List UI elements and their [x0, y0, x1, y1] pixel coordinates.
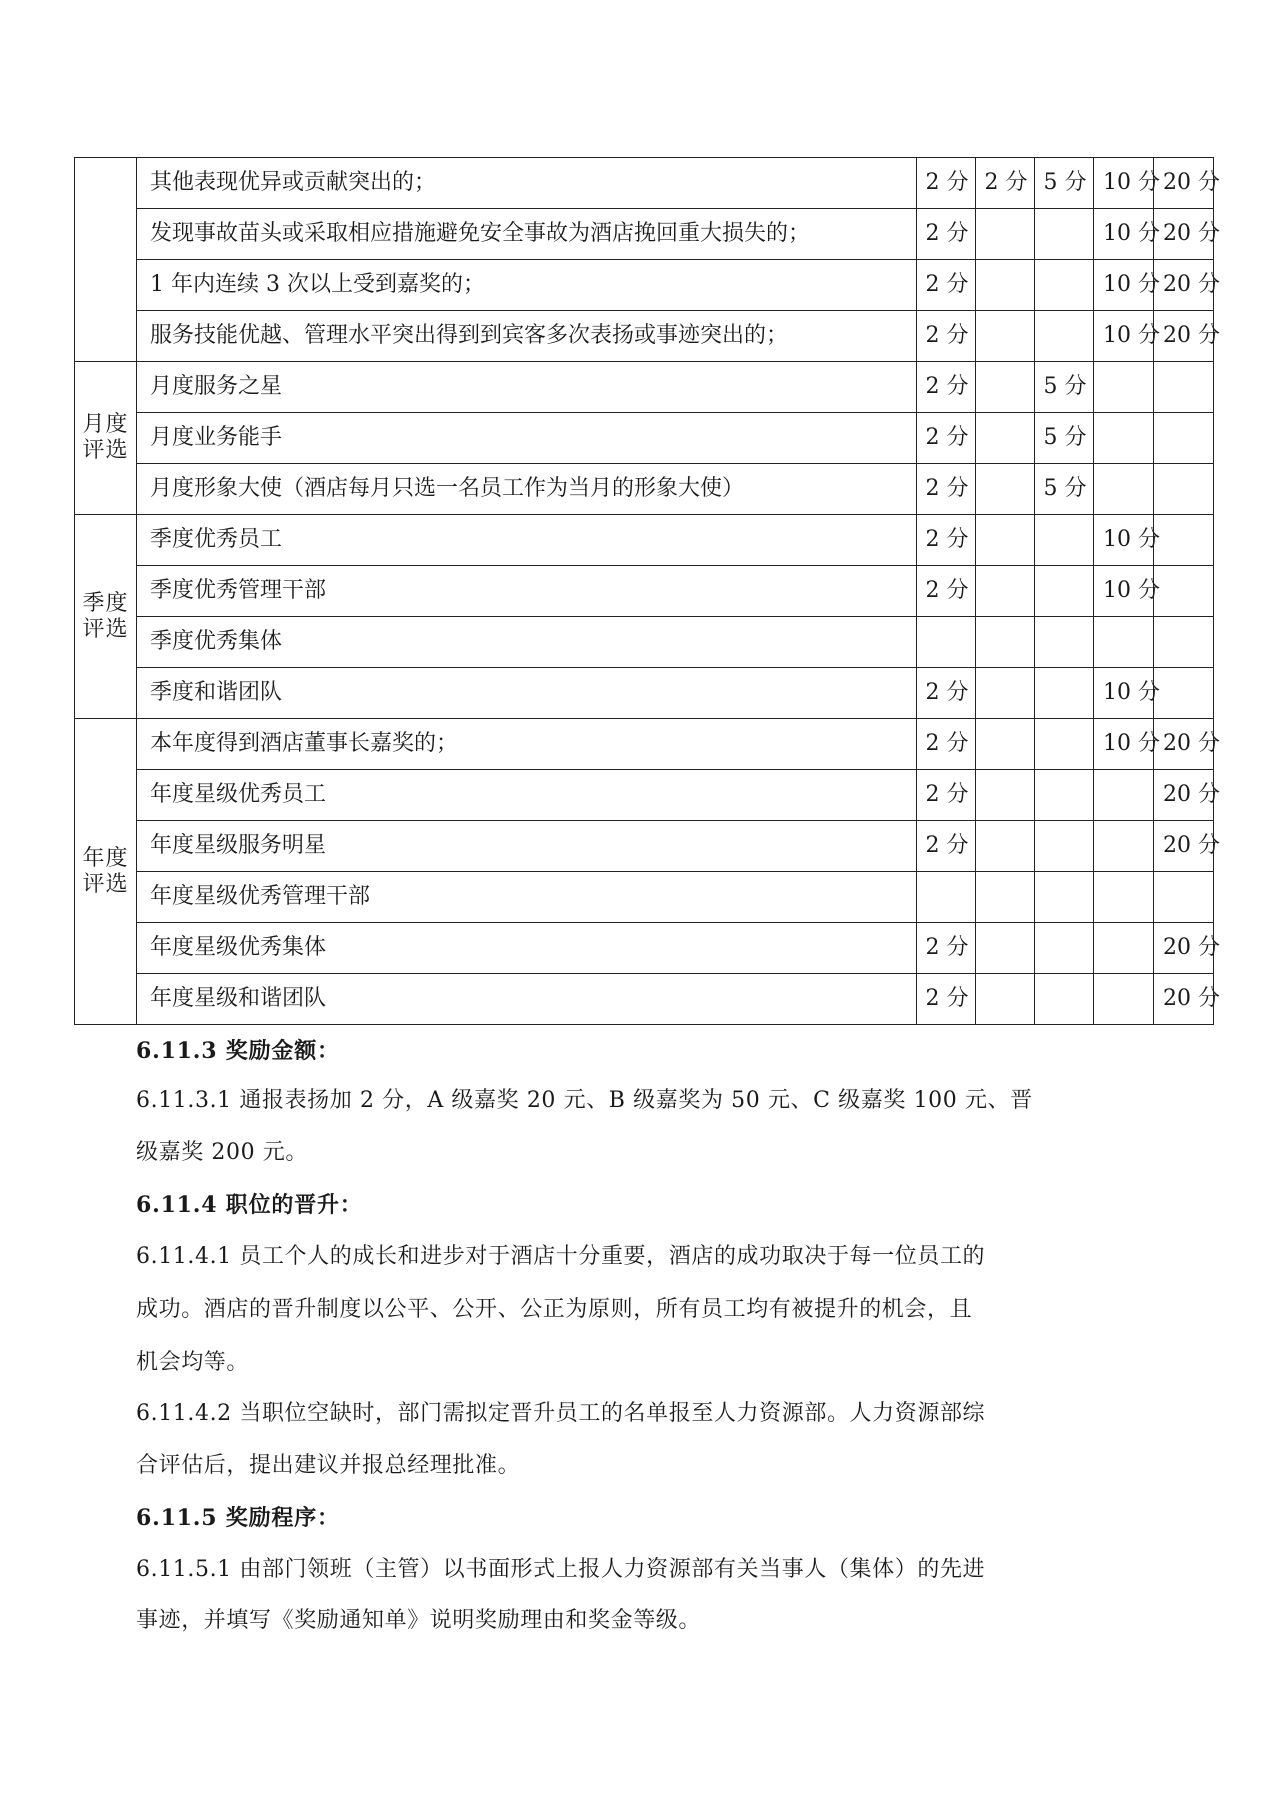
section-heading: 6.11.5 奖励程序： [136, 1505, 340, 1531]
score-cell-2 [976, 566, 1035, 617]
category-cell [75, 719, 137, 1025]
score-cell-5 [1154, 464, 1214, 515]
score-cell-2 [976, 260, 1035, 311]
score-cell-2 [976, 464, 1035, 515]
score-cell-4: 10 分 [1094, 566, 1154, 617]
score-cell-2 [976, 311, 1035, 362]
table-row [75, 413, 1214, 464]
paragraph-line: 6.11.4.2 当职位空缺时，部门需拟定晋升员工的名单报至人力资源部。人力资源部综 [136, 1401, 986, 1426]
item-cell: 其他表现优异或贡献突出的； [137, 158, 917, 209]
paragraph-line: 合评估后，提出建议并报总经理批准。 [136, 1453, 521, 1478]
score-cell-1: 2 分 [917, 464, 976, 515]
award-points-table [74, 157, 1220, 1025]
score-cell-1: 2 分 [917, 668, 976, 719]
item-cell: 季度和谐团队 [137, 668, 917, 719]
score-cell-3 [1035, 719, 1094, 770]
paragraph-line: 成功。酒店的晋升制度以公平、公开、公正为原则，所有员工均有被提升的机会，且 [136, 1297, 973, 1322]
item-cell: 季度优秀管理干部 [137, 566, 917, 617]
score-cell-4: 10 分 [1094, 515, 1154, 566]
score-cell-3: 5 分 [1035, 362, 1094, 413]
score-cell-1: 2 分 [917, 974, 976, 1025]
section-heading: 6.11.4 职位的晋升： [136, 1192, 363, 1218]
score-cell-2 [976, 821, 1035, 872]
score-cell-1: 2 分 [917, 515, 976, 566]
score-cell-5 [1154, 515, 1214, 566]
paragraph-line: 级嘉奖 200 元。 [136, 1140, 308, 1165]
score-cell-3 [1035, 821, 1094, 872]
score-cell-1 [917, 617, 976, 668]
score-cell-1: 2 分 [917, 260, 976, 311]
score-cell-5 [1154, 617, 1214, 668]
score-cell-4 [1094, 362, 1154, 413]
category-label: 季度 [82, 590, 129, 616]
table-row [75, 872, 1214, 923]
score-cell-3 [1035, 311, 1094, 362]
item-cell: 本年度得到酒店董事长嘉奖的； [137, 719, 917, 770]
score-cell-1: 2 分 [917, 821, 976, 872]
score-cell-5: 20 分 [1154, 311, 1214, 362]
item-cell: 1 年内连续 3 次以上受到嘉奖的； [137, 260, 917, 311]
score-cell-4 [1094, 617, 1154, 668]
score-cell-2 [976, 209, 1035, 260]
score-cell-4: 10 分 [1094, 719, 1154, 770]
score-cell-4 [1094, 770, 1154, 821]
score-cell-1: 2 分 [917, 362, 976, 413]
item-cell: 发现事故苗头或采取相应措施避免安全事故为酒店挽回重大损失的； [137, 209, 917, 260]
score-cell-5: 20 分 [1154, 158, 1214, 209]
table-row [75, 209, 1214, 260]
score-cell-3: 5 分 [1035, 413, 1094, 464]
score-cell-5: 20 分 [1154, 923, 1214, 974]
score-cell-3 [1035, 617, 1094, 668]
score-cell-2 [976, 923, 1035, 974]
category-cell [75, 515, 137, 719]
score-cell-2 [976, 617, 1035, 668]
table-row [75, 617, 1214, 668]
item-cell: 月度服务之星 [137, 362, 917, 413]
table-row [75, 566, 1214, 617]
section-heading: 6.11.3 奖励金额： [136, 1038, 340, 1064]
table-row [75, 668, 1214, 719]
table-row [75, 515, 1214, 566]
score-cell-3 [1035, 668, 1094, 719]
category-cell [75, 362, 137, 515]
table-row [75, 464, 1214, 515]
item-cell: 年度星级优秀集体 [137, 923, 917, 974]
paragraph-line: 6.11.4.1 员工个人的成长和进步对于酒店十分重要，酒店的成功取决于每一位员工的 [136, 1244, 986, 1269]
score-cell-5 [1154, 668, 1214, 719]
table-row [75, 362, 1214, 413]
score-cell-5: 20 分 [1154, 260, 1214, 311]
item-cell: 月度形象大使（酒店每月只选一名员工作为当月的形象大使） [137, 464, 917, 515]
score-cell-4: 10 分 [1094, 668, 1154, 719]
item-cell: 服务技能优越、管理水平突出得到到宾客多次表扬或事迹突出的； [137, 311, 917, 362]
score-cell-5 [1154, 413, 1214, 464]
score-cell-1: 2 分 [917, 770, 976, 821]
item-cell: 年度星级和谐团队 [137, 974, 917, 1025]
score-cell-3 [1035, 872, 1094, 923]
paragraph-line: 6.11.3.1 通报表扬加 2 分，A 级嘉奖 20 元、B 级嘉奖为 50 元、C 级嘉奖 100 元、晋 [136, 1088, 1033, 1113]
table-row [75, 923, 1214, 974]
category-cell [75, 158, 137, 362]
item-cell: 年度星级优秀员工 [137, 770, 917, 821]
category-label: 年度 [82, 845, 129, 871]
score-cell-1: 2 分 [917, 719, 976, 770]
item-cell: 季度优秀员工 [137, 515, 917, 566]
paragraph-line: 6.11.5.1 由部门领班（主管）以书面形式上报人力资源部有关当事人（集体）的先进 [136, 1557, 986, 1582]
table-row [75, 770, 1214, 821]
score-cell-3 [1035, 923, 1094, 974]
score-cell-5 [1154, 362, 1214, 413]
table-row [75, 311, 1214, 362]
item-cell: 月度业务能手 [137, 413, 917, 464]
score-cell-4 [1094, 872, 1154, 923]
score-cell-4 [1094, 923, 1154, 974]
score-cell-1: 2 分 [917, 209, 976, 260]
table-row [75, 260, 1214, 311]
category-label: 评选 [82, 438, 129, 463]
score-cell-3 [1035, 209, 1094, 260]
table-row [75, 158, 1214, 209]
score-cell-2 [976, 770, 1035, 821]
score-cell-2 [976, 974, 1035, 1025]
score-cell-3 [1035, 566, 1094, 617]
item-cell: 年度星级优秀管理干部 [137, 872, 917, 923]
score-cell-5 [1154, 566, 1214, 617]
score-cell-3: 5 分 [1035, 158, 1094, 209]
score-cell-2 [976, 872, 1035, 923]
score-cell-4 [1094, 821, 1154, 872]
score-cell-5: 20 分 [1154, 974, 1214, 1025]
score-cell-1: 2 分 [917, 311, 976, 362]
score-cell-4 [1094, 413, 1154, 464]
score-cell-1: 2 分 [917, 923, 976, 974]
category-label: 评选 [82, 616, 129, 642]
score-cell-4 [1094, 464, 1154, 515]
score-cell-5 [1154, 872, 1214, 923]
score-cell-4: 10 分 [1094, 209, 1154, 260]
item-cell: 年度星级服务明星 [137, 821, 917, 872]
score-cell-2 [976, 413, 1035, 464]
score-cell-3 [1035, 515, 1094, 566]
table-row [75, 974, 1214, 1025]
table-row [75, 821, 1214, 872]
score-cell-2 [976, 515, 1035, 566]
category-label: 月度 [82, 412, 129, 437]
paragraph-line: 事迹，并填写《奖励通知单》说明奖励理由和奖金等级。 [136, 1608, 702, 1633]
score-cell-5: 20 分 [1154, 770, 1214, 821]
score-cell-4 [1094, 974, 1154, 1025]
score-cell-2 [976, 362, 1035, 413]
score-cell-3 [1035, 974, 1094, 1025]
score-cell-3 [1035, 260, 1094, 311]
score-cell-5: 20 分 [1154, 821, 1214, 872]
score-cell-2 [976, 719, 1035, 770]
table-row [75, 719, 1214, 770]
score-cell-1: 2 分 [917, 413, 976, 464]
score-cell-2 [976, 668, 1035, 719]
score-cell-1: 2 分 [917, 158, 976, 209]
score-cell-3: 5 分 [1035, 464, 1094, 515]
score-cell-4: 10 分 [1094, 158, 1154, 209]
paragraph-line: 机会均等。 [136, 1350, 250, 1375]
item-cell: 季度优秀集体 [137, 617, 917, 668]
score-cell-2: 2 分 [976, 158, 1035, 209]
score-cell-5: 20 分 [1154, 719, 1214, 770]
score-cell-1 [917, 872, 976, 923]
score-cell-3 [1035, 770, 1094, 821]
category-label: 评选 [82, 871, 129, 897]
score-cell-5: 20 分 [1154, 209, 1214, 260]
score-cell-1: 2 分 [917, 566, 976, 617]
score-cell-4: 10 分 [1094, 311, 1154, 362]
score-cell-4: 10 分 [1094, 260, 1154, 311]
